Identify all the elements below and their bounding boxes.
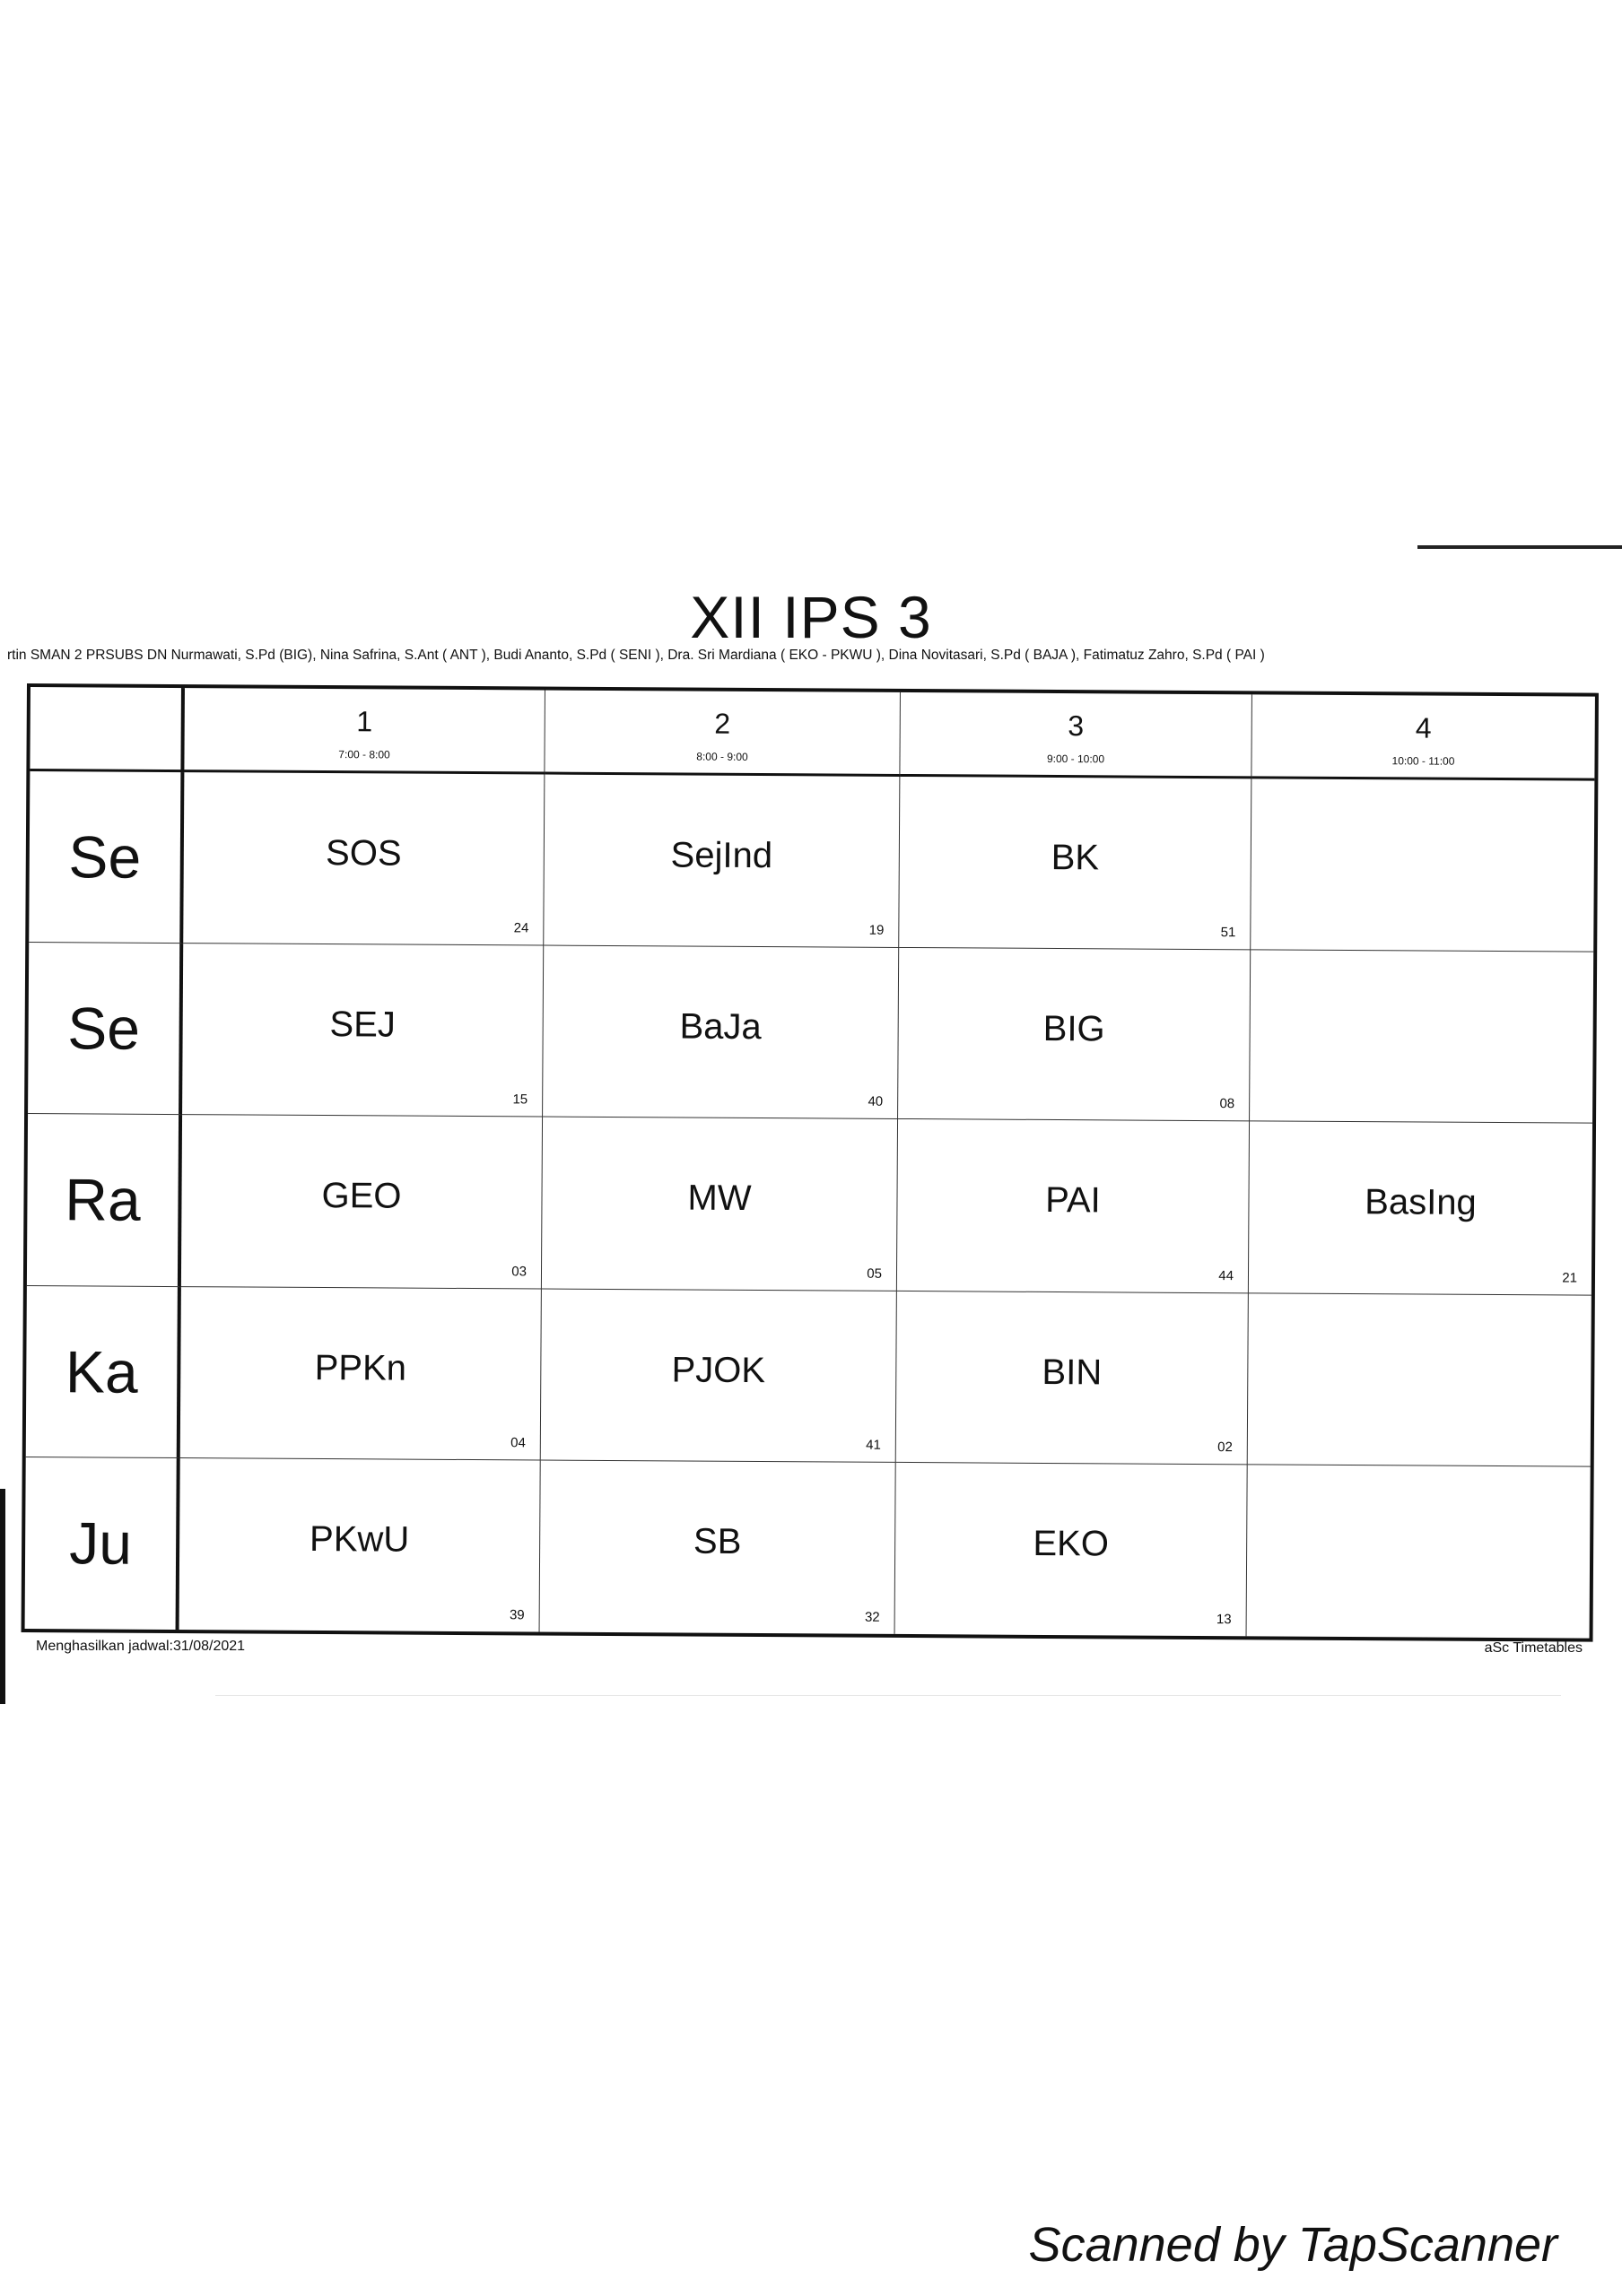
lesson-cell — [1251, 778, 1594, 952]
day-label: Se — [68, 823, 142, 891]
subject-code: MW — [687, 1178, 752, 1219]
room-number: 19 — [868, 922, 885, 939]
lesson-cell — [898, 948, 1251, 1122]
subject-code: EKO — [1033, 1524, 1110, 1564]
day-label: Se — [67, 995, 141, 1063]
room-number: 02 — [1217, 1439, 1233, 1456]
divider — [215, 1695, 1561, 1696]
lesson-cell — [544, 775, 900, 949]
subject-code: BIN — [1042, 1352, 1103, 1393]
subject-code: SejInd — [670, 835, 773, 876]
lesson-cell — [896, 1292, 1249, 1465]
scan-edge-shadow — [0, 1489, 5, 1704]
room-number: 41 — [866, 1437, 881, 1453]
day-cell — [26, 1286, 181, 1458]
day-label: Ka — [65, 1337, 138, 1405]
room-number: 40 — [868, 1094, 884, 1110]
lesson-cell — [1250, 951, 1593, 1125]
subject-code: PAI — [1045, 1180, 1101, 1221]
period-header — [545, 691, 901, 777]
room-number: 03 — [511, 1263, 528, 1280]
subject-code: SOS — [325, 833, 402, 874]
lesson-cell — [541, 1289, 897, 1463]
subject-code: SEJ — [329, 1004, 396, 1045]
room-number: 24 — [513, 920, 529, 936]
scanner-watermark: Scanned by TapScanner — [1028, 2218, 1557, 2272]
corner-cell — [30, 687, 185, 772]
subject-code: PKwU — [309, 1519, 410, 1561]
subject-code: BasIng — [1365, 1182, 1477, 1223]
day-cell — [27, 1114, 182, 1286]
teachers-list: rtin SMAN 2 PRSUBS DN Nurmawati, S.Pd (BIG), Nina Safrina, S.Ant ( ANT ), Budi Ananto, S.Pd ( SENI ), Dra. Sri Mardiana ( EKO - PKWU ), Dina Novitasari, S.Pd ( BAJA ), Fatimatuz Zahro, S.Pd ( PAI ) — [7, 648, 1265, 663]
lesson-cell — [899, 777, 1251, 951]
period-number: 1 — [356, 705, 373, 738]
generated-date: Menghasilkan jadwal:31/08/2021 — [36, 1639, 246, 1654]
room-number: 39 — [509, 1607, 525, 1623]
lesson-cell — [183, 772, 545, 946]
room-number: 04 — [510, 1435, 526, 1451]
day-label: Ju — [69, 1509, 133, 1578]
subject-code: BK — [1051, 838, 1100, 878]
period-header — [900, 692, 1252, 778]
room-number: 44 — [1218, 1267, 1234, 1283]
room-number: 21 — [1562, 1270, 1578, 1286]
subject-code: BaJa — [679, 1006, 762, 1048]
period-time: 9:00 - 10:00 — [1046, 752, 1105, 766]
subject-code: GEO — [321, 1176, 402, 1217]
day-label: Ra — [65, 1166, 141, 1234]
timetable-grid — [22, 683, 1599, 1642]
lesson-cell — [542, 1118, 898, 1292]
subject-code: PPKn — [314, 1347, 407, 1388]
lesson-cell — [179, 1458, 541, 1632]
day-cell — [28, 943, 183, 1115]
subject-code: PJOK — [671, 1350, 766, 1390]
day-cell — [25, 1457, 180, 1630]
period-time: 8:00 - 9:00 — [696, 750, 748, 763]
lesson-cell — [897, 1119, 1250, 1293]
lesson-cell — [540, 1460, 896, 1634]
subject-code: BIG — [1042, 1009, 1105, 1049]
period-number: 4 — [1415, 711, 1432, 744]
room-number: 15 — [512, 1091, 528, 1108]
period-header — [1251, 694, 1595, 780]
room-number: 05 — [867, 1265, 883, 1282]
software-credit: aSc Timetables — [1484, 1640, 1583, 1656]
room-number: 08 — [1219, 1096, 1235, 1112]
lesson-cell — [180, 1287, 542, 1461]
room-number: 13 — [1216, 1612, 1232, 1628]
period-time: 7:00 - 8:00 — [338, 748, 390, 761]
lesson-cell — [181, 1115, 543, 1289]
room-number: 32 — [864, 1609, 880, 1625]
lesson-cell — [1249, 1122, 1592, 1296]
scan-edge-shadow — [1417, 545, 1622, 549]
period-number: 2 — [714, 707, 731, 740]
subject-code: SB — [693, 1522, 742, 1562]
lesson-cell — [182, 944, 544, 1118]
lesson-cell — [1248, 1293, 1591, 1467]
lesson-cell — [1247, 1465, 1591, 1639]
page-title: XII IPS 3 — [690, 584, 932, 650]
room-number: 51 — [1220, 925, 1236, 941]
lesson-cell — [543, 946, 899, 1120]
period-header — [184, 688, 545, 774]
lesson-cell — [895, 1463, 1248, 1637]
period-time: 10:00 - 11:00 — [1391, 754, 1455, 768]
period-number: 3 — [1068, 709, 1085, 743]
day-cell — [29, 771, 184, 944]
